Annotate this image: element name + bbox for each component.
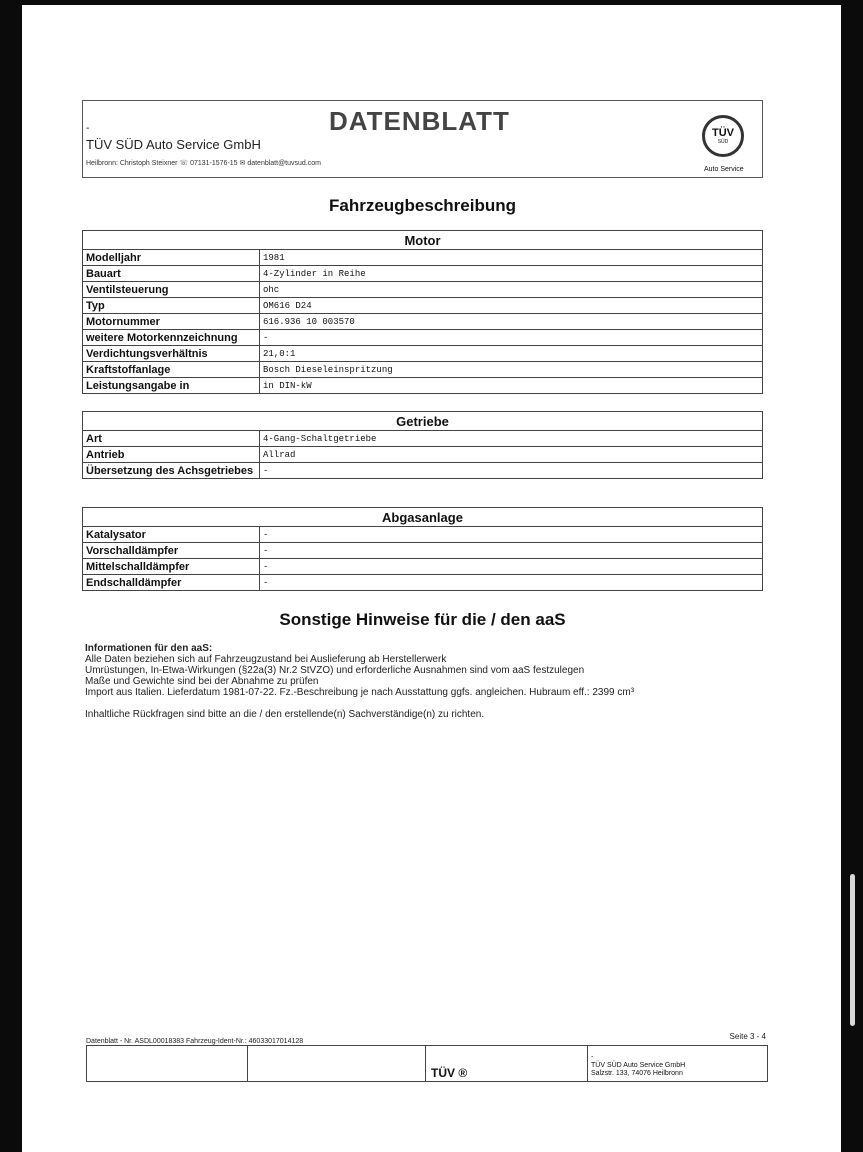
table-row <box>83 559 763 575</box>
footer-reference <box>86 1032 766 1045</box>
table-row <box>83 543 763 559</box>
row-label: Übersetzung des Achsgetriebes <box>83 463 260 479</box>
footer-box <box>86 1045 768 1082</box>
row-label: Verdichtungsverhältnis <box>83 346 260 362</box>
logo-text-sued: SÜD <box>717 138 729 145</box>
notes-line: Alle Daten beziehen sich auf Fahrzeugzustand bei Auslieferung ab Herstellerwerk <box>85 654 447 665</box>
page-number: Seite 3 - 4 <box>729 1032 766 1041</box>
row-value: Bosch Dieseleinspritzung <box>260 362 763 378</box>
row-value: 4-Gang-Schaltgetriebe <box>260 431 763 447</box>
section-title-sonstige: Sonstige Hinweise für die / den aaS <box>279 610 566 629</box>
notes-line: Maße und Gewichte sind bei der Abnahme zu prüfen <box>85 676 319 687</box>
logo-caption: Auto Service <box>704 166 744 173</box>
row-label: Antrieb <box>83 447 260 463</box>
header-dash: - <box>86 123 90 134</box>
table-row <box>83 330 763 346</box>
row-value: - <box>260 575 763 591</box>
tuev-logo-icon <box>702 115 744 157</box>
notes-line: Umrüstungen, In-Etwa-Wirkungen (§22a(3) Nr.2 StVZO) und erforderliche Ausnahmen sind vom aaS festzulegen <box>85 665 585 676</box>
notes-block <box>85 643 765 720</box>
table-row <box>83 431 763 447</box>
table-row <box>83 447 763 463</box>
table-row <box>83 282 763 298</box>
row-value: 616.936 10 003570 <box>260 314 763 330</box>
motor-table <box>82 230 763 394</box>
contact-line: Heilbronn: Christoph Steixner ☏ 07131-1576-15 ✉ datenblatt@tuvsud.com <box>86 160 321 167</box>
table-row <box>83 298 763 314</box>
row-value: 1981 <box>260 250 763 266</box>
row-value: - <box>260 330 763 346</box>
table-row <box>83 266 763 282</box>
footer-address-line: TÜV SÜD Auto Service GmbH <box>591 1062 686 1069</box>
row-value: - <box>260 527 763 543</box>
company-name: TÜV SÜD Auto Service GmbH <box>86 137 261 152</box>
getriebe-heading: Getriebe <box>83 412 763 431</box>
row-label: Bauart <box>83 266 260 282</box>
table-row <box>83 378 763 394</box>
notes-line: Import aus Italien. Lieferdatum 1981-07-22. Fz.-Beschreibung je nach Ausstattung ggfs. angleichen. Hubraum eff.: 2399 cm³ <box>85 687 635 698</box>
document-header <box>82 100 763 178</box>
footer-ident: Datenblatt - Nr. ASDL00018383 Fahrzeug-Ident-Nr.: 46033017014128 <box>86 1038 304 1045</box>
abgas-table <box>82 507 763 591</box>
row-label: Endschalldämpfer <box>83 575 260 591</box>
getriebe-table <box>82 411 763 479</box>
row-value: - <box>260 559 763 575</box>
row-label: Kraftstoffanlage <box>83 362 260 378</box>
footer-address-dash: - <box>591 1054 594 1061</box>
notes-contact-line: Inhaltliche Rückfragen sind bitte an die / den erstellende(n) Sachverständige(n) zu richten. <box>85 709 485 720</box>
table-row <box>83 314 763 330</box>
row-label: Typ <box>83 298 260 314</box>
table-row <box>83 362 763 378</box>
table-row <box>83 463 763 479</box>
row-label: weitere Motorkennzeichnung <box>83 330 260 346</box>
row-label: Vorschalldämpfer <box>83 543 260 559</box>
table-row <box>83 527 763 543</box>
table-row <box>83 250 763 266</box>
row-value: OM616 D24 <box>260 298 763 314</box>
document-title: DATENBLATT <box>329 106 510 136</box>
row-value: 21,0:1 <box>260 346 763 362</box>
abgas-heading: Abgasanlage <box>83 508 763 527</box>
notes-heading: Informationen für den aaS: <box>85 643 213 654</box>
row-value: in DIN-kW <box>260 378 763 394</box>
row-label: Leistungsangabe in <box>83 378 260 394</box>
row-label: Ventilsteuerung <box>83 282 260 298</box>
row-label: Katalysator <box>83 527 260 543</box>
table-row <box>83 346 763 362</box>
footer-address-line: Salzstr. 133, 74076 Heilbronn <box>591 1070 683 1077</box>
footer-address <box>591 1054 685 1078</box>
row-label: Motornummer <box>83 314 260 330</box>
table-row <box>83 575 763 591</box>
motor-heading: Motor <box>83 231 763 250</box>
row-value: - <box>260 463 763 479</box>
row-value: ohc <box>260 282 763 298</box>
row-label: Art <box>83 431 260 447</box>
row-value: Allrad <box>260 447 763 463</box>
row-value: - <box>260 543 763 559</box>
footer-tuev-mark: TÜV ® <box>431 1066 468 1080</box>
row-label: Mittelschalldämpfer <box>83 559 260 575</box>
logo-text-tuev: TÜV <box>712 126 734 139</box>
scrollbar-thumb[interactable] <box>850 874 855 1026</box>
row-label: Modelljahr <box>83 250 260 266</box>
section-title-fahrzeugbeschreibung: Fahrzeugbeschreibung <box>328 196 517 215</box>
row-value: 4-Zylinder in Reihe <box>260 266 763 282</box>
